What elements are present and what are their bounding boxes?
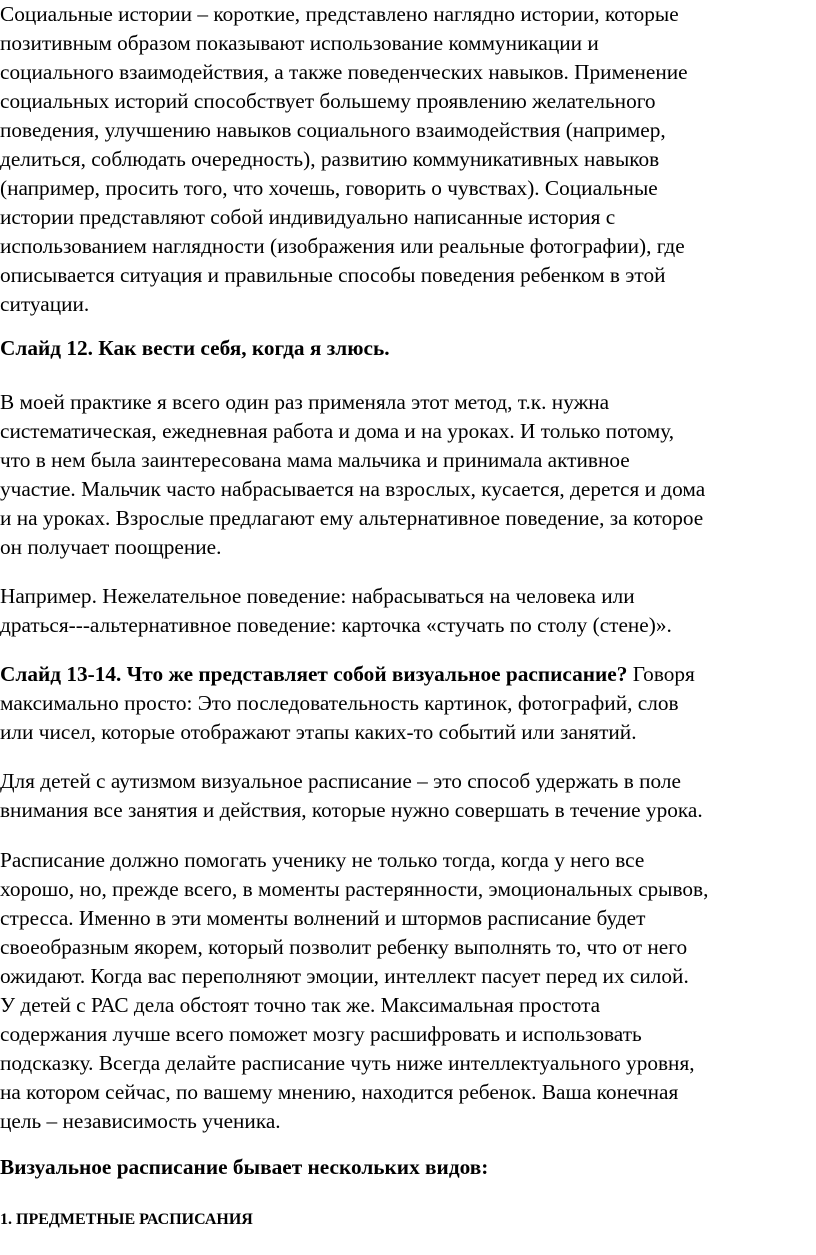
text-line: поведения, улучшению навыков социального взаимодействия (например, — [0, 118, 666, 142]
heading-section-1 — [0, 1209, 253, 1231]
text-line: социального взаимодействия, а также поведенческих навыков. Применение — [0, 60, 688, 84]
text-line: содержания лучше всего поможет мозгу расшифровать и использовать — [0, 1022, 642, 1046]
text-line: участие. Мальчик часто набрасывается на взрослых, кусается, дерется и дома — [0, 477, 706, 501]
text-line: (например, просить того, что хочешь, говорить о чувствах). Социальные — [0, 176, 658, 200]
text-line: В моей практике я всего один раз применяла этот метод, т.к. нужна — [0, 390, 610, 414]
text-line: стресса. Именно в эти моменты волнений и штормов расписание будет — [0, 906, 646, 930]
text-line: максимально просто: Это последовательность картинок, фотографий, слов — [0, 691, 679, 715]
heading-text: Слайд 12. Как вести себя, когда я злюсь. — [0, 336, 390, 360]
text-line: подсказку. Всегда делайте расписание чуть ниже интеллектуального уровня, — [0, 1051, 695, 1075]
heading-text: 1. ПРЕДМЕТНЫЕ РАСПИСАНИЯ — [0, 1211, 253, 1228]
text-line: что в нем была заинтересована мама мальчика и принимала активное — [0, 448, 630, 472]
text-line: позитивным образом показывают использование коммуникации и — [0, 31, 599, 55]
paragraph-slide-13-14 — [0, 660, 695, 747]
text-line: цель – независимость ученика. — [0, 1109, 281, 1133]
text-line: Социальные истории – короткие, представлено наглядно истории, которые — [0, 2, 679, 26]
text-line: использованием наглядности (изображения или реальные фотографии), где — [0, 234, 685, 258]
paragraph-example — [0, 582, 672, 640]
text-line: истории представляют собой индивидуально написанные история с — [0, 205, 616, 229]
text-fragment: Говоря — [627, 662, 695, 686]
paragraph-practice — [0, 388, 705, 562]
text-line: У детей с РАС дела обстоят точно так же. Максимальная простота — [0, 993, 601, 1017]
paragraph-autism — [0, 767, 703, 825]
text-line: драться---альтернативное поведение: карточка «стучать по столу (стене)». — [0, 613, 672, 637]
heading-slide-12 — [0, 334, 390, 363]
heading-text: Визуальное расписание бывает нескольких видов: — [0, 1155, 489, 1179]
text-line: описывается ситуация и правильные способы поведения ребенком в этой — [0, 263, 666, 287]
text-line: ожидают. Когда вас переполняют эмоции, интеллект пасует перед их силой. — [0, 964, 689, 988]
heading-types — [0, 1153, 488, 1182]
text-line: Например. Нежелательное поведение: набрасываться на человека или — [0, 584, 635, 608]
text-line: систематическая, ежедневная работа и дома и на уроках. И только потому, — [0, 419, 675, 443]
heading-text: Слайд 13-14. Что же представляет собой визуальное расписание? — [0, 662, 628, 686]
text-line: внимания все занятия и действия, которые нужно совершать в течение урока. — [0, 798, 703, 822]
text-line: и на уроках. Взрослые предлагают ему альтернативное поведение, за которое — [0, 506, 704, 530]
text-line — [0, 660, 695, 689]
text-line: хорошо, но, прежде всего, в моменты растерянности, эмоциональных срывов, — [0, 877, 709, 901]
text-line: Для детей с аутизмом визуальное расписание – это способ удержать в поле — [0, 769, 681, 793]
paragraph-intro — [0, 0, 688, 319]
text-line: социальных историй способствует большему проявлению желательного — [0, 89, 656, 113]
text-line: или чисел, которые отображают этапы каких-то событий или занятий. — [0, 720, 637, 744]
text-line: ситуации. — [0, 292, 90, 316]
text-line: на котором сейчас, по вашему мнению, находится ребенок. Ваша конечная — [0, 1080, 679, 1104]
text-line: делиться, соблюдать очередность), развитию коммуникативных навыков — [0, 147, 660, 171]
text-line: своеобразным якорем, который позволит ребенку выполнять то, что от него — [0, 935, 688, 959]
text-line: Расписание должно помогать ученику не только тогда, когда у него все — [0, 848, 645, 872]
text-line: он получает поощрение. — [0, 535, 222, 559]
paragraph-schedule — [0, 846, 708, 1136]
